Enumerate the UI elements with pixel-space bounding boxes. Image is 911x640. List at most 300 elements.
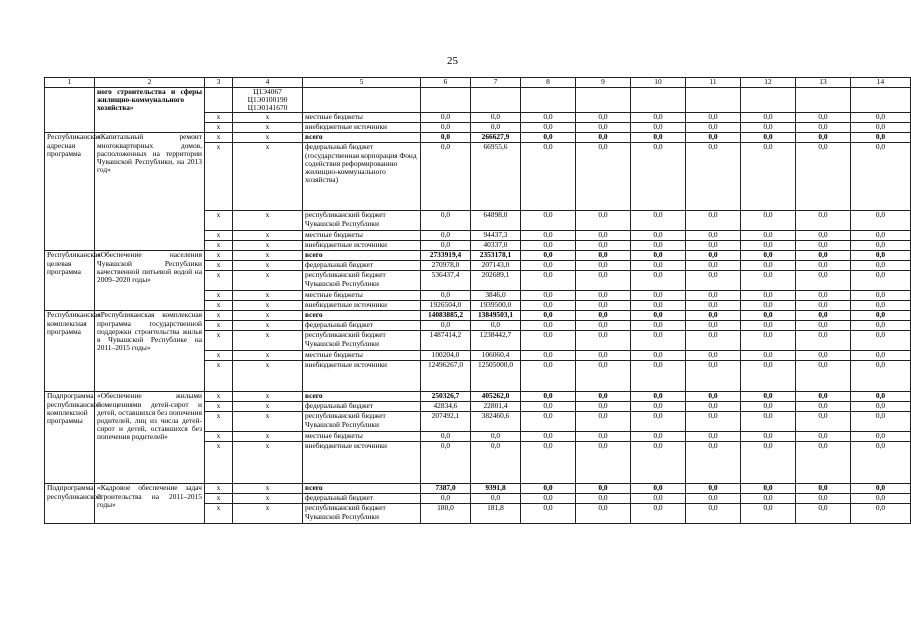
value-cell: 0,0 xyxy=(686,442,741,484)
source-cell: внебюджетные источники xyxy=(303,361,421,392)
value-cell: 0,0 xyxy=(686,271,741,291)
value-cell: 0,0 xyxy=(686,484,741,494)
value-cell: 94437,3 xyxy=(471,231,521,241)
value-cell: 0,0 xyxy=(576,301,631,311)
value-cell: 0,0 xyxy=(796,432,851,442)
value-cell: 0,0 xyxy=(686,494,741,504)
value-cell: 0,0 xyxy=(576,402,631,412)
value-cell: 0,0 xyxy=(631,241,686,251)
value-cell: 0,0 xyxy=(576,271,631,291)
value-cell: 0,0 xyxy=(796,211,851,231)
value-cell: 0,0 xyxy=(851,484,911,494)
value-cell: 0,0 xyxy=(421,442,471,484)
source-cell: всего xyxy=(303,484,421,494)
source-cell: федеральный бюджет xyxy=(303,494,421,504)
value-cell: 0,0 xyxy=(741,412,796,432)
header-row xyxy=(45,78,911,88)
value-cell: 0,0 xyxy=(521,211,576,231)
x-cell: x xyxy=(205,133,233,143)
value-cell: 0,0 xyxy=(741,143,796,211)
value-cell: 100204,0 xyxy=(421,351,471,361)
header-cell: 5 xyxy=(303,78,421,88)
value-cell: 22801,4 xyxy=(471,402,521,412)
value-cell: 0,0 xyxy=(631,321,686,331)
value-cell: 0,0 xyxy=(686,412,741,432)
header-cell: 2 xyxy=(95,78,205,88)
x-cell: x xyxy=(233,261,303,271)
x-cell: x xyxy=(233,331,303,351)
value-cell: 0,0 xyxy=(631,402,686,412)
x-cell: x xyxy=(205,494,233,504)
value-cell: 0,0 xyxy=(686,351,741,361)
value-cell: 0,0 xyxy=(851,271,911,291)
x-cell: x xyxy=(205,442,233,484)
value-cell: 0,0 xyxy=(521,504,576,524)
value-cell: 0,0 xyxy=(741,241,796,251)
value-cell: 0,0 xyxy=(796,392,851,402)
header-cell: 11 xyxy=(686,78,741,88)
value-cell: 0,0 xyxy=(741,392,796,402)
value-cell: 0,0 xyxy=(796,261,851,271)
cell xyxy=(796,88,851,113)
value-cell: 0,0 xyxy=(796,251,851,261)
value-cell: 0,0 xyxy=(421,123,471,133)
value-cell: 0,0 xyxy=(686,504,741,524)
value-cell: 0,0 xyxy=(421,494,471,504)
x-cell: x xyxy=(205,321,233,331)
value-cell: 0,0 xyxy=(741,484,796,494)
value-cell: 0,0 xyxy=(631,494,686,504)
value-cell: 1238442,7 xyxy=(471,331,521,351)
value-cell: 0,0 xyxy=(741,123,796,133)
page-number: 25 xyxy=(447,55,458,67)
value-cell: 0,0 xyxy=(686,143,741,211)
table-row xyxy=(45,484,911,494)
value-cell: 1939500,0 xyxy=(471,301,521,311)
value-cell: 0,0 xyxy=(631,143,686,211)
value-cell: 0,0 xyxy=(631,392,686,402)
x-cell: x xyxy=(233,291,303,301)
value-cell: 66955,6 xyxy=(471,143,521,211)
value-cell: 0,0 xyxy=(521,123,576,133)
value-cell: 0,0 xyxy=(576,231,631,241)
value-cell: 12496267,0 xyxy=(421,361,471,392)
value-cell: 0,0 xyxy=(741,361,796,392)
value-cell: 0,0 xyxy=(521,271,576,291)
cell xyxy=(576,88,631,113)
value-cell: 64898,0 xyxy=(471,211,521,231)
value-cell: 0,0 xyxy=(576,351,631,361)
value-cell: 0,0 xyxy=(686,331,741,351)
value-cell: 250326,7 xyxy=(421,392,471,402)
value-cell: 0,0 xyxy=(796,133,851,143)
value-cell: 0,0 xyxy=(421,211,471,231)
activity-name: «Обеспечение населения Чувашской Республики качественной питьевой водой на 2009–2020 годы» xyxy=(95,251,205,311)
value-cell: 0,0 xyxy=(576,261,631,271)
value-cell: 0,0 xyxy=(576,113,631,123)
value-cell: 202689,1 xyxy=(471,271,521,291)
header-cell: 6 xyxy=(421,78,471,88)
value-cell: 0,0 xyxy=(521,231,576,241)
x-cell: x xyxy=(205,351,233,361)
value-cell: 0,0 xyxy=(631,251,686,261)
value-cell: 0,0 xyxy=(686,133,741,143)
x-cell: x xyxy=(233,351,303,361)
x-cell: x xyxy=(233,143,303,211)
source-cell: внебюджетные источники xyxy=(303,442,421,484)
value-cell: 207492,1 xyxy=(421,412,471,432)
value-cell: 0,0 xyxy=(521,291,576,301)
value-cell: 0,0 xyxy=(631,361,686,392)
value-cell: 0,0 xyxy=(796,412,851,432)
value-cell: 0,0 xyxy=(796,301,851,311)
source-cell: республиканский бюджет Чувашской Республики xyxy=(303,412,421,432)
source-cell: республиканский бюджет Чувашской Республики xyxy=(303,331,421,351)
x-cell: x xyxy=(205,271,233,291)
value-cell: 0,0 xyxy=(796,311,851,321)
value-cell: 0,0 xyxy=(576,211,631,231)
value-cell: 0,0 xyxy=(631,291,686,301)
source-cell: внебюджетные источники xyxy=(303,301,421,311)
code-cell: Ц1Э4067 Ц1Э0100190 Ц1Э0141670 xyxy=(233,88,303,113)
value-cell: 0,0 xyxy=(851,231,911,241)
x-cell: x xyxy=(233,361,303,392)
value-cell: 0,0 xyxy=(521,251,576,261)
x-cell: x xyxy=(233,494,303,504)
value-cell: 0,0 xyxy=(631,231,686,241)
value-cell: 0,0 xyxy=(686,361,741,392)
value-cell: 0,0 xyxy=(631,133,686,143)
value-cell: 0,0 xyxy=(631,351,686,361)
value-cell: 14083885,2 xyxy=(421,311,471,321)
activity-name: «Обеспечение жилыми помещениями детей-сирот и детей, оставшихся без попечения родителей, лиц из числа детей-сирот и детей, оставшихся без попечения родителей» xyxy=(95,392,205,484)
value-cell: 536437,4 xyxy=(421,271,471,291)
value-cell: 0,0 xyxy=(576,311,631,321)
value-cell: 7387,0 xyxy=(421,484,471,494)
x-cell: x xyxy=(233,402,303,412)
x-cell: x xyxy=(205,331,233,351)
value-cell: 0,0 xyxy=(686,231,741,241)
header-cell: 7 xyxy=(471,78,521,88)
value-cell: 0,0 xyxy=(521,484,576,494)
source-cell: внебюджетные источники xyxy=(303,241,421,251)
cell xyxy=(741,88,796,113)
x-cell: x xyxy=(233,412,303,432)
value-cell: 0,0 xyxy=(576,494,631,504)
value-cell: 2353178,1 xyxy=(471,251,521,261)
value-cell: 0,0 xyxy=(851,494,911,504)
value-cell: 0,0 xyxy=(851,211,911,231)
cell xyxy=(686,88,741,113)
source-cell: местные бюджеты xyxy=(303,432,421,442)
value-cell: 0,0 xyxy=(576,484,631,494)
value-cell: 0,0 xyxy=(521,301,576,311)
value-cell: 0,0 xyxy=(796,361,851,392)
value-cell: 0,0 xyxy=(851,432,911,442)
header-cell: 13 xyxy=(796,78,851,88)
x-cell: x xyxy=(205,211,233,231)
cell xyxy=(421,88,471,113)
value-cell: 0,0 xyxy=(851,412,911,432)
table-row xyxy=(45,88,911,113)
x-cell: x xyxy=(233,392,303,402)
value-cell: 0,0 xyxy=(576,251,631,261)
value-cell: 0,0 xyxy=(686,432,741,442)
value-cell: 0,0 xyxy=(631,113,686,123)
value-cell: 0,0 xyxy=(741,442,796,484)
value-cell: 0,0 xyxy=(796,331,851,351)
x-cell: x xyxy=(233,301,303,311)
value-cell: 13849503,1 xyxy=(471,311,521,321)
value-cell: 42834,6 xyxy=(421,402,471,412)
value-cell: 0,0 xyxy=(851,392,911,402)
value-cell: 0,0 xyxy=(576,133,631,143)
value-cell: 12505000,0 xyxy=(471,361,521,392)
table-row xyxy=(45,133,911,143)
value-cell: 0,0 xyxy=(741,494,796,504)
value-cell: 0,0 xyxy=(741,133,796,143)
source-cell: местные бюджеты xyxy=(303,351,421,361)
value-cell: 0,0 xyxy=(421,113,471,123)
value-cell: 0,0 xyxy=(521,331,576,351)
x-cell: x xyxy=(205,251,233,261)
value-cell: 0,0 xyxy=(521,494,576,504)
header-cell: 8 xyxy=(521,78,576,88)
value-cell: 1926504,0 xyxy=(421,301,471,311)
value-cell: 0,0 xyxy=(686,402,741,412)
value-cell: 0,0 xyxy=(686,123,741,133)
value-cell: 0,0 xyxy=(521,113,576,123)
x-cell: x xyxy=(233,241,303,251)
value-cell: 0,0 xyxy=(741,113,796,123)
source-cell: федеральный бюджет xyxy=(303,402,421,412)
value-cell: 0,0 xyxy=(421,321,471,331)
value-cell: 0,0 xyxy=(521,351,576,361)
value-cell: 0,0 xyxy=(796,231,851,241)
value-cell: 0,0 xyxy=(851,311,911,321)
value-cell: 0,0 xyxy=(851,133,911,143)
value-cell: 0,0 xyxy=(471,113,521,123)
value-cell: 0,0 xyxy=(851,291,911,301)
value-cell: 0,0 xyxy=(741,432,796,442)
value-cell: 9391,8 xyxy=(471,484,521,494)
x-cell: x xyxy=(205,412,233,432)
value-cell: 0,0 xyxy=(686,321,741,331)
cell xyxy=(521,88,576,113)
activity-name: «Кадровое обеспечение задач строительства на 2011–2015 годы» xyxy=(95,484,205,524)
budget-table xyxy=(44,77,911,524)
value-cell: 270978,0 xyxy=(421,261,471,271)
value-cell: 181,8 xyxy=(471,504,521,524)
value-cell: 0,0 xyxy=(521,442,576,484)
header-cell: 1 xyxy=(45,78,95,88)
value-cell: 0,0 xyxy=(741,301,796,311)
value-cell: 0,0 xyxy=(796,402,851,412)
source-cell: республиканский бюджет Чувашской Республики xyxy=(303,211,421,231)
x-cell: x xyxy=(205,113,233,123)
value-cell: 0,0 xyxy=(741,271,796,291)
x-cell: x xyxy=(233,321,303,331)
source-cell: всего xyxy=(303,251,421,261)
value-cell: 0,0 xyxy=(421,133,471,143)
x-cell: x xyxy=(205,123,233,133)
value-cell: 0,0 xyxy=(851,241,911,251)
x-cell: x xyxy=(205,143,233,211)
value-cell: 2733919,4 xyxy=(421,251,471,261)
value-cell: 0,0 xyxy=(521,311,576,321)
value-cell: 0,0 xyxy=(471,442,521,484)
program-name: Республиканская комплексная программа xyxy=(45,311,95,392)
program-name: Подпрограмма республиканской xyxy=(45,484,95,524)
program-name: Подпрограмма республиканской комплексной программы xyxy=(45,392,95,484)
x-cell: x xyxy=(205,311,233,321)
value-cell: 0,0 xyxy=(521,241,576,251)
program-name: Республиканская адресная программа xyxy=(45,133,95,251)
value-cell: 0,0 xyxy=(851,123,911,133)
cell xyxy=(631,88,686,113)
value-cell: 0,0 xyxy=(741,331,796,351)
value-cell: 180,0 xyxy=(421,504,471,524)
value-cell: 0,0 xyxy=(631,261,686,271)
value-cell: 0,0 xyxy=(421,291,471,301)
x-cell: x xyxy=(233,432,303,442)
x-cell: x xyxy=(233,113,303,123)
value-cell: 0,0 xyxy=(796,271,851,291)
x-cell: x xyxy=(233,251,303,261)
x-cell: x xyxy=(233,504,303,524)
source-cell: федеральный бюджет (государственная корпорация Фонд содействия реформированию жилищно-коммунального хозяйства) xyxy=(303,143,421,211)
value-cell: 0,0 xyxy=(471,494,521,504)
x-cell: x xyxy=(233,442,303,484)
x-cell: x xyxy=(205,301,233,311)
value-cell: 0,0 xyxy=(686,311,741,321)
value-cell: 0,0 xyxy=(576,241,631,251)
value-cell: 0,0 xyxy=(421,231,471,241)
x-cell: x xyxy=(205,291,233,301)
value-cell: 0,0 xyxy=(796,442,851,484)
x-cell: x xyxy=(205,261,233,271)
value-cell: 0,0 xyxy=(851,301,911,311)
value-cell: 0,0 xyxy=(421,143,471,211)
value-cell: 0,0 xyxy=(851,261,911,271)
value-cell: 0,0 xyxy=(851,251,911,261)
value-cell: 0,0 xyxy=(796,291,851,301)
value-cell: 0,0 xyxy=(576,392,631,402)
source-cell: республиканский бюджет Чувашской Республики xyxy=(303,271,421,291)
source-cell: республиканский бюджет Чувашской Республики xyxy=(303,504,421,524)
value-cell: 0,0 xyxy=(631,484,686,494)
cell xyxy=(303,88,421,113)
value-cell: 0,0 xyxy=(741,402,796,412)
source-cell: местные бюджеты xyxy=(303,231,421,241)
value-cell: 0,0 xyxy=(471,123,521,133)
value-cell: 0,0 xyxy=(851,351,911,361)
source-cell: внебюджетные источники xyxy=(303,123,421,133)
x-cell: x xyxy=(205,361,233,392)
value-cell: 0,0 xyxy=(686,392,741,402)
value-cell: 0,0 xyxy=(741,321,796,331)
value-cell: 0,0 xyxy=(686,113,741,123)
value-cell: 0,0 xyxy=(631,432,686,442)
value-cell: 0,0 xyxy=(851,113,911,123)
source-cell: всего xyxy=(303,311,421,321)
header-cell: 4 xyxy=(233,78,303,88)
x-cell: x xyxy=(205,231,233,241)
value-cell: 0,0 xyxy=(631,301,686,311)
source-cell: федеральный бюджет xyxy=(303,261,421,271)
value-cell: 0,0 xyxy=(686,291,741,301)
x-cell: x xyxy=(205,432,233,442)
activity-name: «Капитальный ремонт многоквартирных домов, расположенных на территории Чувашской Республики, на 2013 год» xyxy=(95,133,205,251)
table-row xyxy=(45,392,911,402)
value-cell: 0,0 xyxy=(631,504,686,524)
program-cell xyxy=(45,88,95,133)
value-cell: 0,0 xyxy=(796,113,851,123)
value-cell: 0,0 xyxy=(521,412,576,432)
value-cell: 0,0 xyxy=(686,301,741,311)
value-cell: 0,0 xyxy=(796,494,851,504)
value-cell: 0,0 xyxy=(471,432,521,442)
value-cell: 0,0 xyxy=(851,331,911,351)
source-cell: местные бюджеты xyxy=(303,291,421,301)
value-cell: 0,0 xyxy=(686,251,741,261)
value-cell: 0,0 xyxy=(741,261,796,271)
source-cell: федеральный бюджет xyxy=(303,321,421,331)
source-cell: всего xyxy=(303,133,421,143)
value-cell: 0,0 xyxy=(631,311,686,321)
value-cell: 0,0 xyxy=(796,123,851,133)
activity-name: «Республиканская комплексная программа государственной поддержки строительства жилья в Чувашской Республике на 2011–2015 годы» xyxy=(95,311,205,392)
header-cell: 3 xyxy=(205,78,233,88)
value-cell: 0,0 xyxy=(576,361,631,392)
x-cell: x xyxy=(233,271,303,291)
value-cell: 0,0 xyxy=(576,321,631,331)
value-cell: 0,0 xyxy=(521,321,576,331)
value-cell: 0,0 xyxy=(521,261,576,271)
value-cell: 0,0 xyxy=(631,211,686,231)
value-cell: 0,0 xyxy=(521,361,576,392)
value-cell: 0,0 xyxy=(631,331,686,351)
value-cell: 266627,9 xyxy=(471,133,521,143)
value-cell: 0,0 xyxy=(576,412,631,432)
value-cell: 0,0 xyxy=(851,504,911,524)
value-cell: 207143,0 xyxy=(471,261,521,271)
value-cell: 0,0 xyxy=(741,504,796,524)
value-cell: 0,0 xyxy=(521,143,576,211)
value-cell: 0,0 xyxy=(631,123,686,133)
x-cell: x xyxy=(205,241,233,251)
header-cell: 10 xyxy=(631,78,686,88)
x-cell: x xyxy=(205,484,233,494)
value-cell: 0,0 xyxy=(576,123,631,133)
value-cell: 0,0 xyxy=(521,432,576,442)
value-cell: 0,0 xyxy=(851,361,911,392)
value-cell: 0,0 xyxy=(576,331,631,351)
value-cell: 106060,4 xyxy=(471,351,521,361)
value-cell: 0,0 xyxy=(741,291,796,301)
value-cell: 0,0 xyxy=(741,231,796,241)
header-cell: 14 xyxy=(851,78,911,88)
x-cell: x xyxy=(205,402,233,412)
value-cell: 0,0 xyxy=(631,271,686,291)
x-cell: x xyxy=(233,211,303,231)
value-cell: 40337,0 xyxy=(471,241,521,251)
table-row xyxy=(45,311,911,321)
value-cell: 0,0 xyxy=(741,351,796,361)
value-cell: 0,0 xyxy=(796,321,851,331)
value-cell: 0,0 xyxy=(471,321,521,331)
x-cell: x xyxy=(233,231,303,241)
